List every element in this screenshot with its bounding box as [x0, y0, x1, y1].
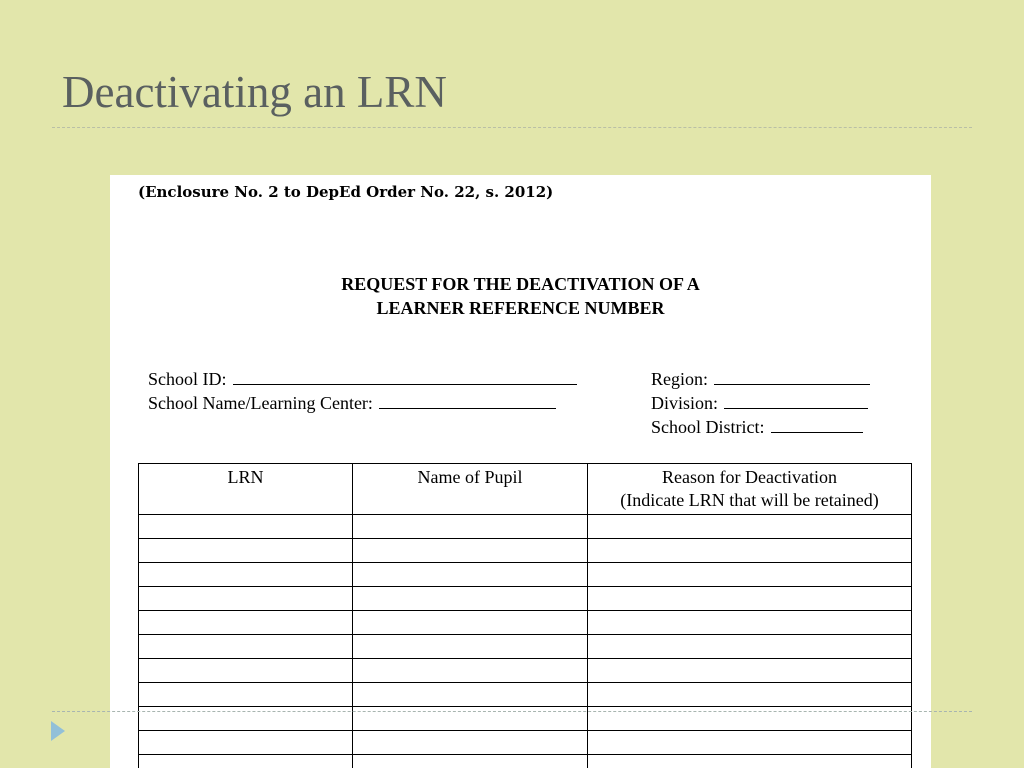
school-name-label: School Name/Learning Center:	[148, 393, 373, 413]
school-district-label: School District:	[651, 417, 765, 437]
footer-divider	[52, 711, 972, 712]
table-cell	[353, 563, 588, 587]
school-district-field	[651, 416, 863, 438]
header-lrn: LRN	[139, 464, 353, 515]
table-cell	[139, 683, 353, 707]
table-row	[139, 515, 912, 539]
region-field	[651, 368, 870, 390]
table-row	[139, 755, 912, 768]
table-cell	[353, 731, 588, 755]
table-cell	[353, 755, 588, 768]
school-id-label: School ID:	[148, 369, 227, 389]
table-cell	[588, 659, 912, 683]
table-cell	[353, 587, 588, 611]
table-body	[139, 515, 912, 768]
title-divider	[52, 127, 972, 128]
table-cell	[353, 515, 588, 539]
table-cell	[588, 563, 912, 587]
table-row	[139, 563, 912, 587]
school-id-blank	[233, 370, 577, 385]
table-row	[139, 659, 912, 683]
table-cell	[139, 515, 353, 539]
slide-bullet-arrow-icon	[51, 721, 65, 741]
region-blank	[714, 370, 870, 385]
table-row	[139, 587, 912, 611]
table-cell	[588, 515, 912, 539]
table-cell	[588, 539, 912, 563]
table-cell	[353, 635, 588, 659]
scanned-form	[110, 175, 931, 768]
table-row	[139, 683, 912, 707]
school-name-field	[148, 392, 556, 414]
table-cell	[353, 539, 588, 563]
table-row	[139, 611, 912, 635]
table-row	[139, 635, 912, 659]
table-cell	[139, 731, 353, 755]
form-title-line2: LEARNER REFERENCE NUMBER	[376, 298, 665, 318]
table-cell	[139, 611, 353, 635]
school-name-blank	[379, 394, 556, 409]
table-cell	[139, 635, 353, 659]
table-cell	[139, 563, 353, 587]
school-district-blank	[771, 418, 863, 433]
table-cell	[588, 635, 912, 659]
table-cell	[588, 683, 912, 707]
header-reason: Reason for Deactivation (Indicate LRN that will be retained)	[588, 464, 912, 515]
table-cell	[588, 587, 912, 611]
division-blank	[724, 394, 868, 409]
table-row	[139, 539, 912, 563]
enclosure-note: (Enclosure No. 2 to DepEd Order No. 22, s. 2012)	[138, 183, 554, 201]
division-label: Division:	[651, 393, 719, 413]
school-id-field	[148, 368, 577, 390]
table-cell	[353, 683, 588, 707]
region-label: Region:	[651, 369, 708, 389]
table-header-row	[139, 464, 912, 515]
table-cell	[139, 587, 353, 611]
header-name-of-pupil: Name of Pupil	[353, 464, 588, 515]
table-cell	[588, 611, 912, 635]
division-field	[651, 392, 868, 414]
table-cell	[588, 755, 912, 768]
table-cell	[139, 755, 353, 768]
table-cell	[139, 659, 353, 683]
slide-title: Deactivating an LRN	[62, 67, 447, 117]
table-row	[139, 731, 912, 755]
table-cell	[353, 659, 588, 683]
table-cell	[588, 731, 912, 755]
table-cell	[139, 539, 353, 563]
form-title-line1: REQUEST FOR THE DEACTIVATION OF A	[341, 274, 700, 294]
deactivation-table	[138, 463, 912, 768]
table-cell	[353, 611, 588, 635]
